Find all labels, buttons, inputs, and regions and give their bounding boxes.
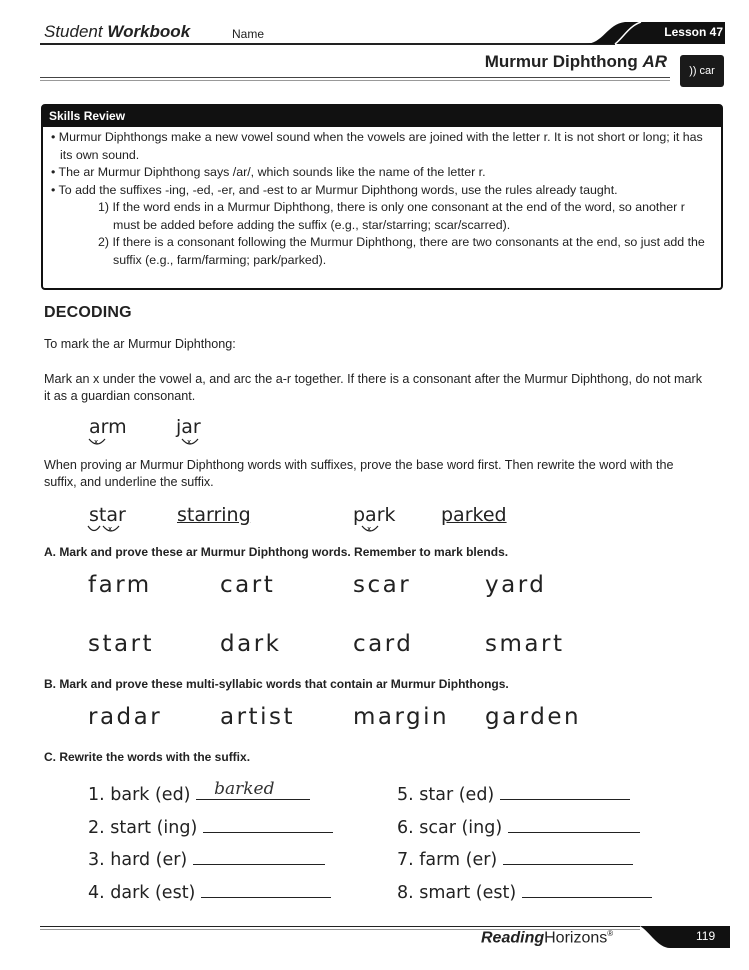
practice-word: garden [485, 704, 582, 730]
rewrite-item: 1. bark (ed) barked [88, 785, 310, 805]
part-a-instruction: A. Mark and prove these ar Murmur Diphthong words. Remember to mark blends. [44, 545, 509, 559]
practice-word: smart [485, 631, 565, 657]
filled-answer: barked [214, 779, 275, 799]
svg-text:x: x [94, 438, 99, 446]
rewrite-item: 5. star (ed) [397, 785, 630, 805]
answer-line[interactable] [522, 883, 652, 898]
section-heading: DECODING [44, 304, 132, 321]
speaker-icon: )) [689, 65, 697, 77]
publisher-logo: ReadingHorizons® [481, 929, 614, 947]
example-marks [86, 436, 216, 450]
practice-word: radar [88, 704, 163, 730]
decoding-intro: To mark the ar Murmur Diphthong: [44, 337, 236, 351]
svg-text:x: x [367, 525, 372, 533]
practice-word: yard [485, 572, 547, 598]
answer-line[interactable] [203, 818, 333, 833]
example-base-word: star [89, 504, 126, 526]
practice-word: artist [220, 704, 295, 730]
skills-rule: 2) If there is a consonant following the Murmur Diphthong, there are two consonants at the end, so just add the suffix (e.g., farm/farming; park/parked). [98, 235, 705, 267]
practice-word: scar [353, 572, 412, 598]
skills-bullet: • Murmur Diphthongs make a new vowel sound when the vowels are joined with the letter r. It is not short or long; it has its own sound. [51, 130, 703, 162]
workbook-label: Student Workbook [44, 22, 191, 41]
skills-review-heading: Skills Review [43, 106, 721, 127]
audio-word: car [699, 65, 715, 77]
example-marks [86, 523, 406, 537]
skills-bullet: • The ar Murmur Diphthong says /ar/, which sounds like the name of the letter r. [51, 165, 486, 179]
practice-word: margin [353, 704, 450, 730]
practice-word: card [353, 631, 414, 657]
example-word: arm [89, 416, 127, 438]
answer-line[interactable] [201, 883, 331, 898]
rewrite-item: 6. scar (ing) [397, 818, 640, 838]
rewrite-item: 8. smart (est) [397, 883, 652, 903]
example-suffix-word: parked [441, 504, 507, 526]
name-label: Name [232, 27, 265, 41]
practice-word: start [88, 631, 155, 657]
part-c-instruction: C. Rewrite the words with the suffix. [44, 750, 251, 764]
rewrite-item: 2. start (ing) [88, 818, 333, 838]
answer-line[interactable] [503, 850, 633, 865]
answer-line[interactable] [193, 850, 325, 865]
practice-word: cart [220, 572, 276, 598]
practice-word: dark [220, 631, 282, 657]
title-rule [40, 77, 670, 78]
rewrite-item: 7. farm (er) [397, 850, 633, 870]
rewrite-item: 3. hard (er) [88, 850, 325, 870]
footer-rule [40, 926, 640, 927]
skills-rule: 1) If the word ends in a Murmur Diphthong, there is only one consonant at the end of the word, so another r must be added before adding the suffix (e.g., star/starring; scar/scarred). [98, 200, 685, 232]
title-rule-thin [40, 80, 670, 81]
svg-text:x: x [187, 438, 192, 446]
page-number: 119 [696, 929, 716, 943]
skills-bullet: • To add the suffixes -ing, -ed, -er, and -est to ar Murmur Diphthong words, use the rules already taught. [51, 182, 618, 197]
rewrite-item: 4. dark (est) [88, 883, 331, 903]
answer-line[interactable] [196, 779, 310, 800]
part-b-instruction: B. Mark and prove these multi-syllabic words that contain ar Murmur Diphthongs. [44, 677, 509, 691]
answer-line[interactable] [500, 785, 630, 800]
audio-button[interactable] [680, 55, 724, 87]
example-suffix-word: starring [177, 504, 251, 526]
example-word: jar [176, 416, 201, 438]
decoding-instructions: Mark an x under the vowel a, and arc the a-r together. If there is a consonant after the Murmur Diphthong, do not mark it as a guardian consonant. [44, 372, 703, 403]
example-base-word: park [353, 504, 396, 526]
svg-text:x: x [108, 525, 113, 533]
skills-review-box [41, 104, 723, 290]
page-title: Murmur Diphthong AR [484, 52, 667, 71]
lesson-number: Lesson 47 [664, 25, 723, 39]
practice-word: farm [88, 572, 152, 598]
answer-line[interactable] [508, 818, 640, 833]
page-tab [640, 926, 730, 948]
header-rule [40, 43, 615, 45]
suffix-instructions: When proving ar Murmur Diphthong words with suffixes, prove the base word first. Then rewrite the word with the suffix, and underline the suffix. [44, 458, 674, 489]
